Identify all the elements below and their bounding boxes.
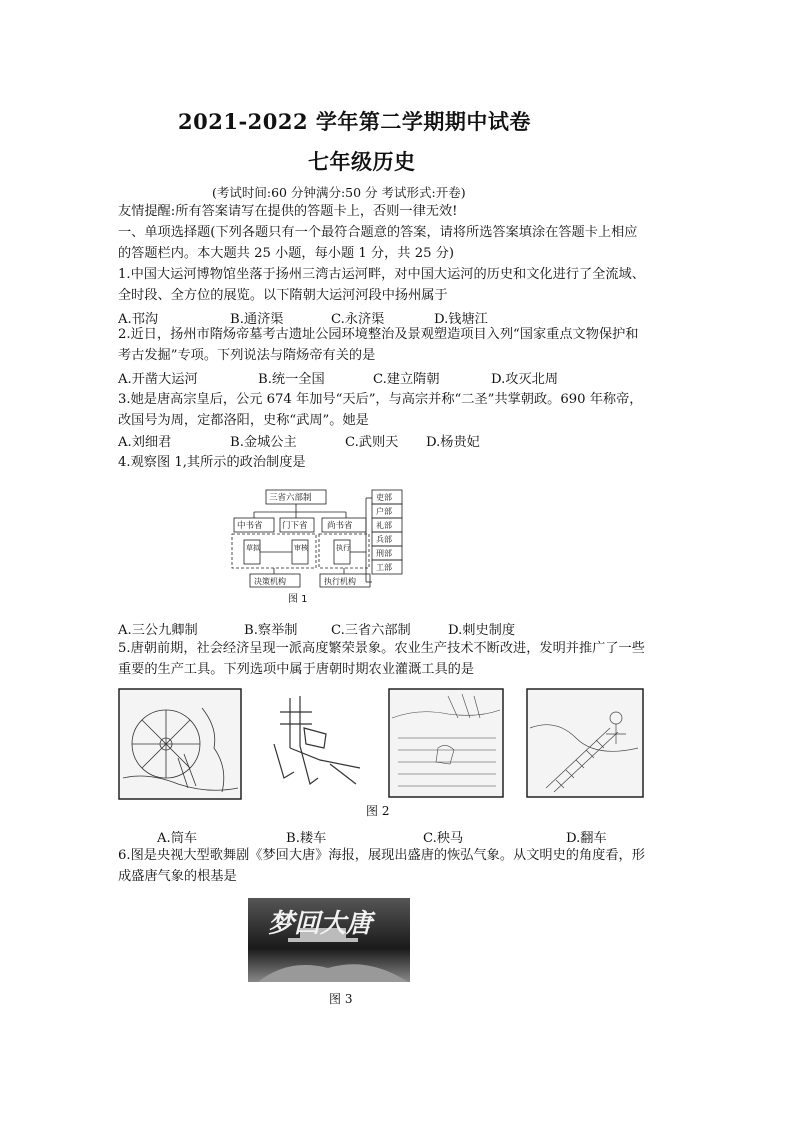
q3-option-d: D.杨贵妃 bbox=[426, 435, 480, 450]
q3-option-b: B.金城公主 bbox=[230, 435, 297, 450]
fanche-illustration bbox=[526, 688, 644, 798]
q2-option-a: A.开凿大运河 bbox=[118, 372, 198, 387]
figure-1-caption: 图 1 bbox=[288, 594, 308, 605]
q5-option-c: C.秧马 bbox=[423, 831, 464, 846]
figure-2-image-b bbox=[260, 688, 372, 798]
q2-option-d: D.攻灭北周 bbox=[491, 372, 559, 387]
section-instructions-line1: 一、单项选择题(下列各题只有一个最符合题意的答案，请将所选答案填涂在答题卡上相应 bbox=[118, 225, 638, 240]
reminder: 友情提醒:所有答案请写在提供的答题卡上，否则一律无效! bbox=[118, 204, 458, 219]
figure-2-image-c bbox=[388, 688, 504, 798]
figure-3-caption: 图 3 bbox=[329, 992, 353, 1006]
q3-stem-line1: 3.她是唐高宗皇后，公元 674 年加号“天后”，与高宗并称“二圣”共掌朝政。690 年称帝， bbox=[118, 392, 643, 407]
q4-stem: 4.观察图 1,其所示的政治制度是 bbox=[118, 455, 306, 470]
exam-info: (考试时间:60 分钟满分:50 分 考试形式:开卷) bbox=[212, 185, 466, 200]
q5-option-a: A.筒车 bbox=[157, 831, 198, 846]
q2-stem-line2: 考古发掘”专项。下列说法与隋炀帝有关的是 bbox=[118, 348, 376, 363]
q1-option-c: C.永济渠 bbox=[331, 312, 385, 327]
figure-2-caption: 图 2 bbox=[366, 804, 390, 818]
diagram-top-label: 三省六部制 bbox=[269, 493, 312, 503]
q3-stem-line2: 改国号为周，定都洛阳，史称“武周”。她是 bbox=[118, 413, 369, 428]
three-departments-six-ministries-diagram bbox=[226, 482, 406, 607]
poster-title: 梦回大唐 bbox=[268, 909, 373, 939]
ministry-5: 刑部 bbox=[376, 549, 392, 558]
ministry-1: 吏部 bbox=[376, 493, 392, 502]
diagram-bottom-1: 决策机构 bbox=[254, 577, 286, 586]
q5-option-b: B.耧车 bbox=[286, 831, 327, 846]
diagram-function-2: 审核 bbox=[294, 544, 308, 552]
diagram-department-3: 尚书省 bbox=[327, 521, 353, 531]
subject-title: 七年级历史 bbox=[308, 149, 416, 174]
dream-tang-poster-illustration bbox=[248, 898, 410, 982]
louche-illustration bbox=[260, 688, 372, 798]
section-instructions-line2: 的答题栏内。本大题共 25 小题，每小题 1 分，共 25 分) bbox=[118, 246, 454, 261]
q2-option-c: C.建立隋朝 bbox=[373, 372, 440, 387]
q3-option-c: C.武则天 bbox=[345, 435, 399, 450]
q5-stem-line1: 5.唐朝前期，社会经济呈现一派高度繁荣景象。农业生产技术不断改进，发明并推广了一些 bbox=[118, 641, 645, 656]
q2-option-b: B.统一全国 bbox=[258, 372, 325, 387]
diagram-function-1: 草拟 bbox=[246, 544, 260, 552]
q1-option-a: A.邗沟 bbox=[118, 312, 159, 327]
diagram-department-2: 门下省 bbox=[282, 521, 308, 531]
diagram-function-3: 执行 bbox=[336, 544, 350, 552]
q1-option-d: D.钱塘江 bbox=[434, 312, 488, 327]
ministry-6: 工部 bbox=[376, 563, 392, 572]
q6-stem-line2: 成盛唐气象的根基是 bbox=[118, 869, 237, 884]
ministry-2: 户部 bbox=[376, 507, 392, 516]
figure-2-image-d bbox=[526, 688, 644, 798]
diagram-department-1: 中书省 bbox=[237, 521, 263, 531]
q2-stem-line1: 2.近日，扬州市隋炀帝墓考古遗址公园环境整治及景观塑造项目入列“国家重点文物保护和 bbox=[118, 327, 639, 342]
ministry-3: 礼部 bbox=[376, 521, 392, 530]
q5-option-d: D.翻车 bbox=[566, 831, 607, 846]
q4-option-b: B.察举制 bbox=[244, 623, 298, 638]
figure-3-poster bbox=[248, 898, 410, 982]
q3-option-a: A.刘细君 bbox=[118, 435, 172, 450]
q1-stem-line1: 1.中国大运河博物馆坐落于扬州三湾古运河畔，对中国大运河的历史和文化进行了全流域、 bbox=[118, 267, 645, 282]
q1-stem-line2: 全时段、全方位的展览。以下隋朝大运河河段中扬州属于 bbox=[118, 288, 448, 303]
q6-stem-line1: 6.图是央视大型歌舞剧《梦回大唐》海报，展现出盛唐的恢弘气象。从文明史的角度看，形 bbox=[118, 848, 645, 863]
exam-title: 2021-2022 学年第二学期期中试卷 bbox=[178, 109, 531, 134]
figure-2-image-a bbox=[118, 688, 242, 800]
tongche-illustration bbox=[118, 688, 242, 800]
q5-stem-line2: 重要的生产工具。下列选项中属于唐朝时期农业灌溉工具的是 bbox=[118, 662, 475, 677]
diagram-bottom-2: 执行机构 bbox=[324, 577, 356, 586]
q1-option-b: B.通济渠 bbox=[230, 312, 284, 327]
figure-1-diagram bbox=[226, 482, 406, 607]
yangma-illustration bbox=[388, 688, 504, 798]
q4-option-c: C.三省六部制 bbox=[331, 623, 411, 638]
q4-option-a: A.三公九卿制 bbox=[118, 623, 198, 638]
ministry-4: 兵部 bbox=[376, 535, 392, 544]
q4-option-d: D.刺史制度 bbox=[448, 623, 516, 638]
